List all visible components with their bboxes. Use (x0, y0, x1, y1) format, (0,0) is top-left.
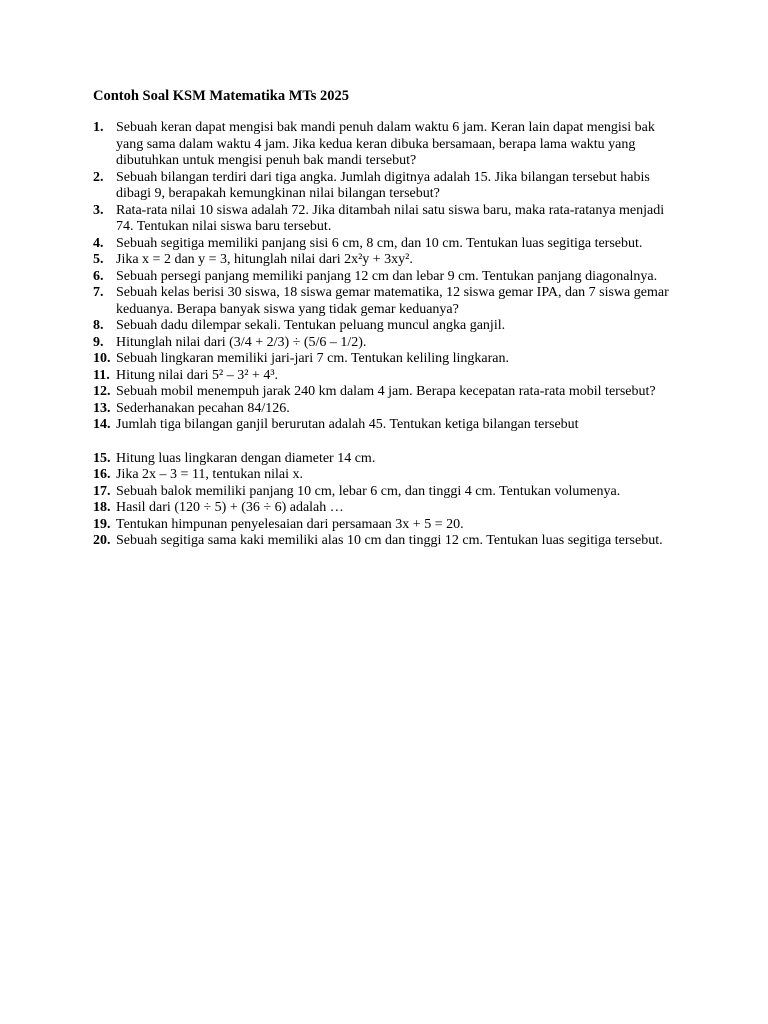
question-number: 10. (93, 351, 111, 366)
question-text: Hitung nilai dari 5² – 3² + 4³. (116, 367, 279, 383)
question-text: Sebuah mobil menempuh jarak 240 km dalam 4 jam. Berapa kecepatan rata-rata mobil tersebut? (116, 384, 656, 399)
question-number: 4. (93, 235, 104, 251)
question-number: 8. (93, 318, 104, 333)
question-text: Hasil dari (120 ÷ 5) + (36 ÷ 6) adalah … (116, 500, 344, 515)
question-item (93, 285, 683, 318)
question-item (93, 417, 683, 434)
question-item (93, 533, 683, 550)
question-text: Sebuah lingkaran memiliki jari-jari 7 cm. Tentukan keliling lingkaran. (116, 351, 509, 366)
question-text: Sebuah bilangan terdiri dari tiga angka. Jumlah digitnya adalah 15. Jika bilangan tersebut habis dibagi 9, berapakah kemungkinan nilai bilangan tersebut? (116, 169, 650, 201)
question-text: Jika 2x – 3 = 11, tentukan nilai x. (116, 467, 304, 482)
question-item (93, 170, 683, 203)
question-item (93, 517, 683, 534)
question-number: 12. (93, 384, 111, 399)
question-item (93, 351, 683, 368)
question-number: 20. (93, 533, 111, 548)
document-title: Contoh Soal KSM Matematika MTs 2025 (93, 88, 350, 104)
question-list (93, 120, 683, 550)
question-number: 19. (93, 516, 111, 532)
question-item (93, 335, 683, 352)
question-number: 13. (93, 400, 111, 416)
question-number: 7. (93, 285, 104, 300)
question-number: 11. (93, 367, 110, 383)
question-item (93, 401, 683, 418)
question-number: 6. (93, 268, 104, 284)
question-item (93, 120, 683, 170)
question-text: Sebuah kelas berisi 30 siswa, 18 siswa gemar matematika, 12 siswa gemar IPA, dan 7 siswa gemar keduanya. Berapa banyak siswa yang tidak gemar keduanya? (116, 285, 669, 317)
question-text: Jumlah tiga bilangan ganjil berurutan adalah 45. Tentukan ketiga bilangan tersebut (116, 417, 579, 432)
question-item (93, 500, 683, 517)
question-item (93, 269, 683, 286)
document-page (93, 88, 683, 550)
question-item (93, 467, 683, 484)
question-item (93, 236, 683, 253)
question-text: Sebuah persegi panjang memiliki panjang 12 cm dan lebar 9 cm. Tentukan panjang diagonalnya. (116, 268, 658, 284)
question-text: Sederhanakan pecahan 84/126. (116, 400, 290, 416)
question-item (93, 368, 683, 385)
question-item (93, 451, 683, 468)
question-text: Sebuah dadu dilempar sekali. Tentukan peluang muncul angka ganjil. (116, 318, 506, 333)
question-item (93, 384, 683, 401)
question-text: Tentukan himpunan penyelesaian dari persamaan 3x + 5 = 20. (116, 516, 464, 532)
question-text: Jika x = 2 dan y = 3, hitunglah nilai dari 2x²y + 3xy². (116, 252, 413, 267)
question-number: 16. (93, 467, 111, 482)
question-number: 18. (93, 500, 111, 515)
question-number: 3. (93, 202, 104, 218)
question-number: 5. (93, 252, 104, 267)
question-text: Hitung luas lingkaran dengan diameter 14 cm. (116, 450, 376, 466)
question-item (93, 484, 683, 501)
question-number: 15. (93, 450, 111, 466)
question-item (93, 252, 683, 269)
question-number: 9. (93, 334, 104, 350)
question-number: 17. (93, 483, 111, 499)
question-number: 14. (93, 417, 111, 432)
question-text: Sebuah segitiga sama kaki memiliki alas 10 cm dan tinggi 12 cm. Tentukan luas segitiga tersebut. (116, 533, 663, 548)
question-text: Sebuah keran dapat mengisi bak mandi penuh dalam waktu 6 jam. Keran lain dapat mengisi bak yang sama dalam waktu 4 jam. Jika kedua keran dibuka bersamaan, berapa lama waktu yang dibutuhkan untuk mengisi penuh bak mandi tersebut? (116, 120, 655, 168)
question-text: Hitunglah nilai dari (3/4 + 2/3) ÷ (5/6 – 1/2). (116, 334, 367, 350)
question-text: Sebuah balok memiliki panjang 10 cm, lebar 6 cm, dan tinggi 4 cm. Tentukan volumenya. (116, 483, 621, 499)
question-number: 2. (93, 169, 104, 185)
question-item (93, 318, 683, 335)
question-text: Sebuah segitiga memiliki panjang sisi 6 cm, 8 cm, dan 10 cm. Tentukan luas segitiga tersebut. (116, 235, 643, 251)
question-item (93, 203, 683, 236)
question-text: Rata-rata nilai 10 siswa adalah 72. Jika ditambah nilai satu siswa baru, maka rata-ratanya menjadi 74. Tentukan nilai siswa baru tersebut. (116, 202, 665, 234)
question-number: 1. (93, 120, 104, 135)
